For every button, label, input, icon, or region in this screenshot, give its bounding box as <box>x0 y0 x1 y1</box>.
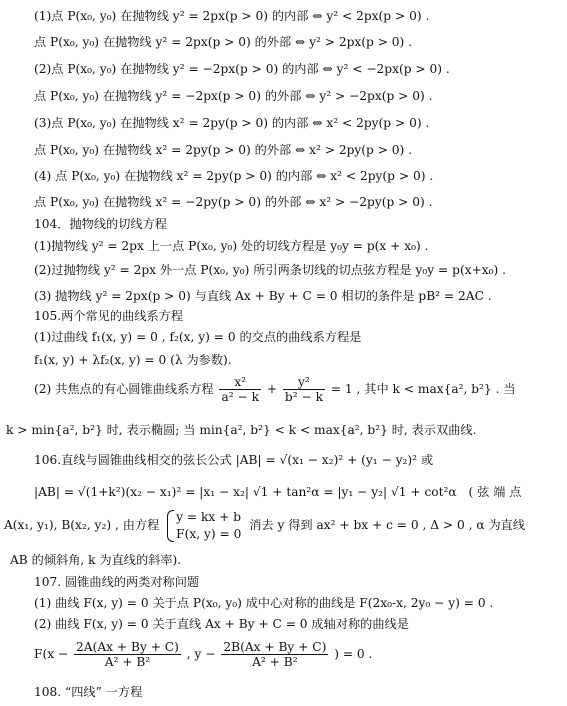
heading-106-or: 或 <box>420 453 434 467</box>
line-11: (3) 抛物线 y² = 2px(p > 0) 与直线 Ax + By + C = 0 相切的条件是 pB² = 2AC . <box>34 289 492 303</box>
line-13: f₁(x, y) + λf₂(x, y) = 0 (λ 为参数). <box>34 353 232 367</box>
line-16 <box>34 484 521 500</box>
heading-108: 108. “四线” 一方程 <box>34 685 143 699</box>
line-8: 点 P(x₀, y₀) 在抛物线 x² = −2py(p > 0) 的外部 ⇔ x² > −2py(p > 0) . <box>34 195 433 209</box>
fraction-3-numerator: 2A(Ax + By + C) <box>76 640 179 654</box>
heading-106-text: 106.直线与圆锥曲线相交的弦长公式 <box>34 453 232 467</box>
line-19: (1) 曲线 F(x, y) = 0 关于点 P(x₀, y₀) 成中心对称的曲线是 F(2x₀-x, 2y₀ − y) = 0 . <box>34 596 494 610</box>
fraction-2-numerator: y² <box>283 375 325 390</box>
fraction-2B-expression <box>221 640 328 669</box>
line-17-text-b: 消去 y 得到 ax² + bx + c = 0 , Δ > 0 , α 为直线 <box>249 518 526 532</box>
line-4: 点 P(x₀, y₀) 在抛物线 y² = −2px(p > 0) 的外部 ⇔ y² > −2px(p > 0) . <box>34 89 433 103</box>
line-21 <box>34 638 372 670</box>
line-7: (4) 点 P(x₀, y₀) 在抛物线 x² = 2py(p > 0) 的内部 ⇔ x² < 2py(p > 0) . <box>34 169 434 183</box>
line-14-text-a: (2) 共焦点的有心圆锥曲线系方程 <box>34 382 214 396</box>
line-20: (2) 曲线 F(x, y) = 0 关于直线 Ax + By + C = 0 成轴对称的曲线是 <box>34 617 409 631</box>
fraction-2-denominator: b² − k <box>284 390 323 404</box>
line-17 <box>4 506 525 544</box>
fraction-2A-expression <box>74 640 181 669</box>
line-14-text-b: = 1 , 其中 k < max{a², b²} . 当 <box>330 382 516 396</box>
fraction-4-numerator: 2B(Ax + By + C) <box>223 640 327 654</box>
line-5: (3)点 P(x₀, y₀) 在抛物线 x² = 2py(p > 0) 的内部 ⇔ x² < 2py(p > 0) . <box>34 116 430 130</box>
line-21-text-a: F(x − <box>34 647 69 661</box>
line-14 <box>34 374 516 404</box>
chord-length-formula-2: |AB| = √(1+k²)(x₂ − x₁)² = |x₁ − x₂| √1 + tan²α = |y₁ − y₂| √1 + cot²α <box>34 485 457 499</box>
chord-length-formula-1: |AB| = √(x₁ − x₂)² + (y₁ − y₂)² <box>235 453 418 467</box>
line-21-text-b: ) = 0 . <box>334 647 373 661</box>
plus-sign: + <box>266 382 278 396</box>
heading-105: 105.两个常见的曲线系方程 <box>34 309 184 323</box>
line-10: (2)过抛物线 y² = 2px 外一点 P(x₀, y₀) 所引两条切线的切点弦方程是 y₀y = p(x+x₀) . <box>34 263 507 277</box>
fraction-x2-over-a2-minus-k <box>219 375 261 404</box>
fraction-4-denominator: A² + B² <box>252 655 298 669</box>
system-equation-2: F(x, y) = 0 <box>176 526 242 541</box>
fraction-3-denominator: A² + B² <box>104 655 151 669</box>
line-9: (1)抛物线 y² = 2px 上一点 P(x₀, y₀) 处的切线方程是 y₀y = p(x + x₀) . <box>34 239 429 253</box>
line-3: (2)点 P(x₀, y₀) 在抛物线 y² = −2px(p > 0) 的内部 ⇔ y² < −2px(p > 0) . <box>34 62 450 76</box>
equation-system <box>167 509 241 543</box>
heading-107: 107. 圆锥曲线的两类对称问题 <box>34 575 200 589</box>
line-15: k > min{a², b²} 时, 表示椭圆; 当 min{a², b²} < k < max{a², b²} 时, 表示双曲线. <box>6 423 477 437</box>
heading-106 <box>34 452 433 468</box>
line-18: AB 的倾斜角, k 为直线的斜率). <box>10 553 182 567</box>
fraction-1-numerator: x² <box>219 375 261 390</box>
line-17-text-a: A(x₁, y₁), B(x₂, y₂) , 由方程 <box>4 518 160 532</box>
line-6: 点 P(x₀, y₀) 在抛物线 x² = 2py(p > 0) 的外部 ⇔ x² > 2py(p > 0) . <box>34 143 413 157</box>
fraction-y2-over-b2-minus-k <box>283 375 325 404</box>
line-1: (1)点 P(x₀, y₀) 在抛物线 y² = 2px(p > 0) 的内部 ⇔ y² < 2px(p > 0) . <box>34 9 430 23</box>
line-16-text-b: ( 弦 端 点 <box>468 485 522 499</box>
heading-104: 104．抛物线的切线方程 <box>34 217 167 231</box>
line-21-text-mid: , y − <box>186 647 216 661</box>
fraction-1-denominator: a² − k <box>221 390 259 404</box>
system-equation-1: y = kx + b <box>176 509 242 524</box>
line-2: 点 P(x₀, y₀) 在抛物线 y² = 2px(p > 0) 的外部 ⇔ y² > 2px(p > 0) . <box>34 35 413 49</box>
line-12: (1)过曲线 f₁(x, y) = 0 , f₂(x, y) = 0 的交点的曲线系方程是 <box>34 330 362 344</box>
